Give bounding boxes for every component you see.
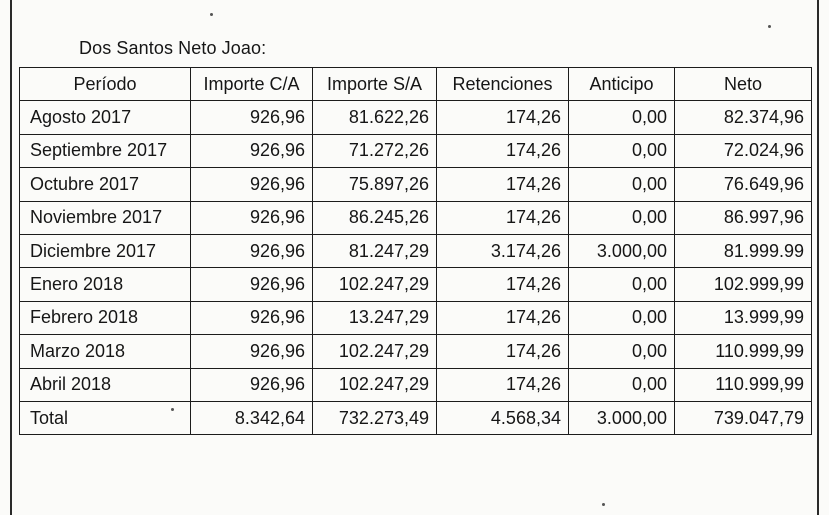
cell-anticipo: 0,00: [569, 301, 675, 334]
cell-retenciones: 174,26: [437, 335, 569, 368]
cell-neto: 110.999,99: [675, 368, 812, 401]
table-row: [20, 201, 812, 234]
cell-neto: 72.024,96: [675, 134, 812, 167]
cell-periodo: Abril 2018: [20, 368, 191, 401]
cell-anticipo: 0,00: [569, 335, 675, 368]
cell-anticipo: 0,00: [569, 268, 675, 301]
cell-periodo: Noviembre 2017: [20, 201, 191, 234]
cell-neto: 86.997,96: [675, 201, 812, 234]
cell-retenciones: 174,26: [437, 368, 569, 401]
scan-speck: [210, 13, 213, 16]
table-row: [20, 301, 812, 334]
table-row: [20, 134, 812, 167]
cell-importe-ca: 926,96: [191, 134, 313, 167]
cell-importe-sa: 102.247,29: [313, 368, 437, 401]
cell-importe-sa: 75.897,26: [313, 168, 437, 201]
cell-importe-ca: 926,96: [191, 301, 313, 334]
table-header-row: [20, 68, 812, 101]
cell-importe-sa: 102.247,29: [313, 335, 437, 368]
cell-importe-sa: 102.247,29: [313, 268, 437, 301]
cell-anticipo: 0,00: [569, 368, 675, 401]
section-heading: Dos Santos Neto Joao:: [79, 38, 267, 58]
header-importe-ca: Importe C/A: [191, 68, 313, 101]
cell-retenciones: 174,26: [437, 301, 569, 334]
cell-importe-sa: 71.272,26: [313, 134, 437, 167]
cell-neto: 76.649,96: [675, 168, 812, 201]
cell-periodo: Octubre 2017: [20, 168, 191, 201]
total-neto: 739.047,79: [675, 401, 812, 434]
cell-periodo: Diciembre 2017: [20, 234, 191, 267]
cell-anticipo: 3.000,00: [569, 234, 675, 267]
cell-anticipo: 0,00: [569, 101, 675, 134]
cell-neto: 82.374,96: [675, 101, 812, 134]
header-anticipo: Anticipo: [569, 68, 675, 101]
table-row: [20, 368, 812, 401]
total-label: Total: [20, 401, 191, 434]
scan-speck: [768, 25, 771, 28]
cell-importe-ca: 926,96: [191, 234, 313, 267]
cell-retenciones: 174,26: [437, 134, 569, 167]
cell-importe-ca: 926,96: [191, 201, 313, 234]
cell-periodo: Agosto 2017: [20, 101, 191, 134]
cell-anticipo: 0,00: [569, 168, 675, 201]
table-row: [20, 268, 812, 301]
cell-periodo: Enero 2018: [20, 268, 191, 301]
cell-retenciones: 174,26: [437, 168, 569, 201]
total-importe-sa: 732.273,49: [313, 401, 437, 434]
cell-neto: 110.999,99: [675, 335, 812, 368]
table-row: [20, 234, 812, 267]
cell-periodo: Septiembre 2017: [20, 134, 191, 167]
cell-importe-sa: 13.247,29: [313, 301, 437, 334]
cell-periodo: Febrero 2018: [20, 301, 191, 334]
total-anticipo: 3.000,00: [569, 401, 675, 434]
header-periodo: Período: [20, 68, 191, 101]
table-row: [20, 335, 812, 368]
cell-importe-sa: 81.622,26: [313, 101, 437, 134]
page-edge-right: [817, 0, 819, 515]
total-importe-ca: 8.342,64: [191, 401, 313, 434]
scan-speck: [602, 503, 605, 506]
cell-retenciones: 3.174,26: [437, 234, 569, 267]
header-retenciones: Retenciones: [437, 68, 569, 101]
cell-anticipo: 0,00: [569, 201, 675, 234]
table-row: [20, 101, 812, 134]
total-retenciones: 4.568,34: [437, 401, 569, 434]
table-row: [20, 168, 812, 201]
payments-table: [19, 67, 812, 435]
cell-anticipo: 0,00: [569, 134, 675, 167]
header-neto: Neto: [675, 68, 812, 101]
table-total-row: [20, 401, 812, 434]
cell-retenciones: 174,26: [437, 201, 569, 234]
cell-importe-ca: 926,96: [191, 335, 313, 368]
cell-retenciones: 174,26: [437, 101, 569, 134]
cell-importe-sa: 86.245,26: [313, 201, 437, 234]
header-importe-sa: Importe S/A: [313, 68, 437, 101]
cell-neto: 81.999.99: [675, 234, 812, 267]
cell-importe-sa: 81.247,29: [313, 234, 437, 267]
cell-retenciones: 174,26: [437, 268, 569, 301]
cell-importe-ca: 926,96: [191, 268, 313, 301]
page-edge-left: [10, 0, 12, 515]
cell-importe-ca: 926,96: [191, 101, 313, 134]
cell-neto: 102.999,99: [675, 268, 812, 301]
cell-importe-ca: 926,96: [191, 168, 313, 201]
cell-importe-ca: 926,96: [191, 368, 313, 401]
cell-neto: 13.999,99: [675, 301, 812, 334]
cell-periodo: Marzo 2018: [20, 335, 191, 368]
